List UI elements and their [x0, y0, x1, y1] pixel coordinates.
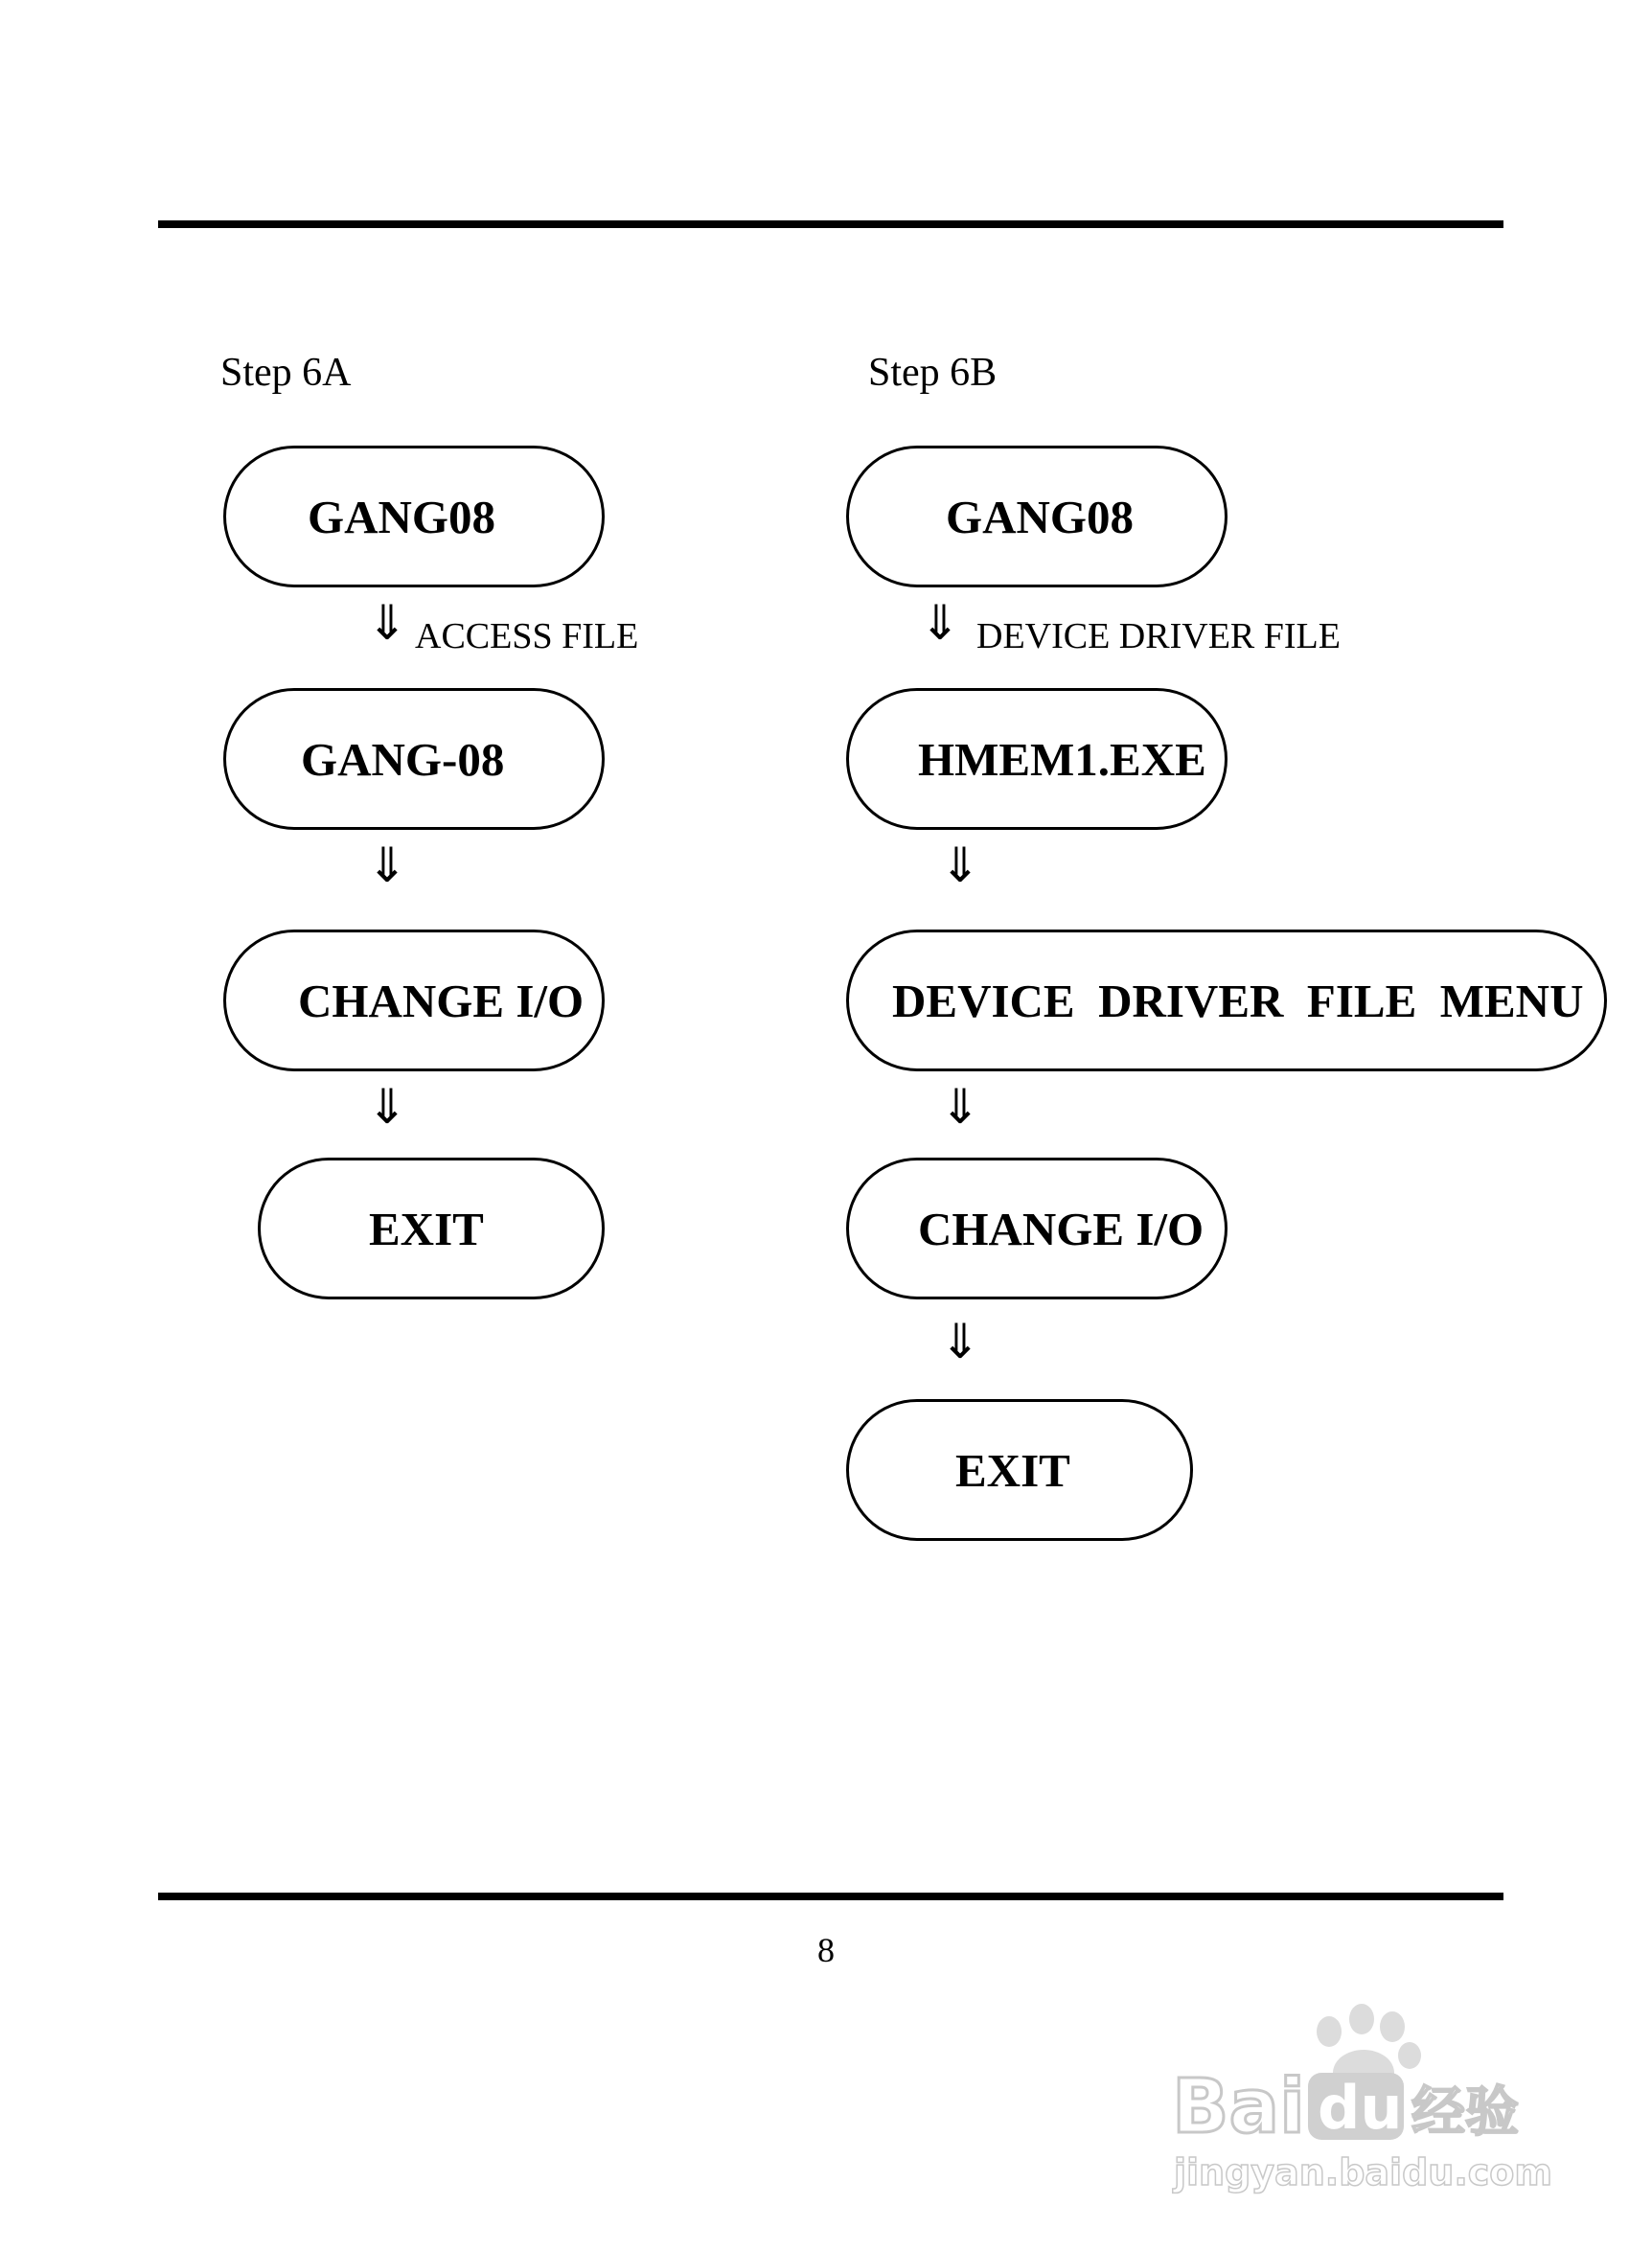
svg-text:jingyan.baidu.com: jingyan.baidu.com	[1174, 2151, 1552, 2194]
node-b-exit: EXIT	[846, 1399, 1193, 1541]
arrow-b-3: ⇓	[940, 1079, 980, 1135]
page-number: 8	[817, 1931, 835, 1969]
node-b-hmem1-exe: HMEM1.EXE	[846, 688, 1228, 830]
node-b-change-io: CHANGE I/O	[846, 1158, 1228, 1299]
edge-label-access-file: ACCESS FILE	[415, 616, 639, 656]
node-a-change-io: CHANGE I/O	[223, 930, 605, 1071]
top-rule	[158, 220, 1503, 228]
arrow-b-1: ⇓	[920, 595, 960, 651]
bottom-rule	[158, 1893, 1503, 1900]
node-a-gang08: GANG08	[223, 446, 605, 587]
svg-text:Bai: Bai	[1172, 2064, 1305, 2150]
baidu-watermark-logo	[1164, 1998, 1567, 2199]
edge-label-device-driver-file: DEVICE DRIVER FILE	[976, 616, 1341, 656]
svg-text:经验: 经验	[1411, 2081, 1519, 2144]
node-b-gang08: GANG08	[846, 446, 1228, 587]
svg-text:du: du	[1318, 2073, 1403, 2143]
arrow-a-3: ⇓	[367, 1079, 407, 1135]
node-a-exit: EXIT	[258, 1158, 605, 1299]
step-6a-label: Step 6A	[220, 351, 352, 395]
arrow-a-1: ⇓	[367, 595, 407, 651]
node-a-gang-08: GANG-08	[223, 688, 605, 830]
node-b-device-driver-file-menu: DEVICE DRIVER FILE MENU	[846, 930, 1607, 1071]
arrow-b-2: ⇓	[940, 838, 980, 893]
step-6b-label: Step 6B	[868, 351, 998, 395]
arrow-b-4: ⇓	[940, 1314, 980, 1369]
arrow-a-2: ⇓	[367, 838, 407, 893]
